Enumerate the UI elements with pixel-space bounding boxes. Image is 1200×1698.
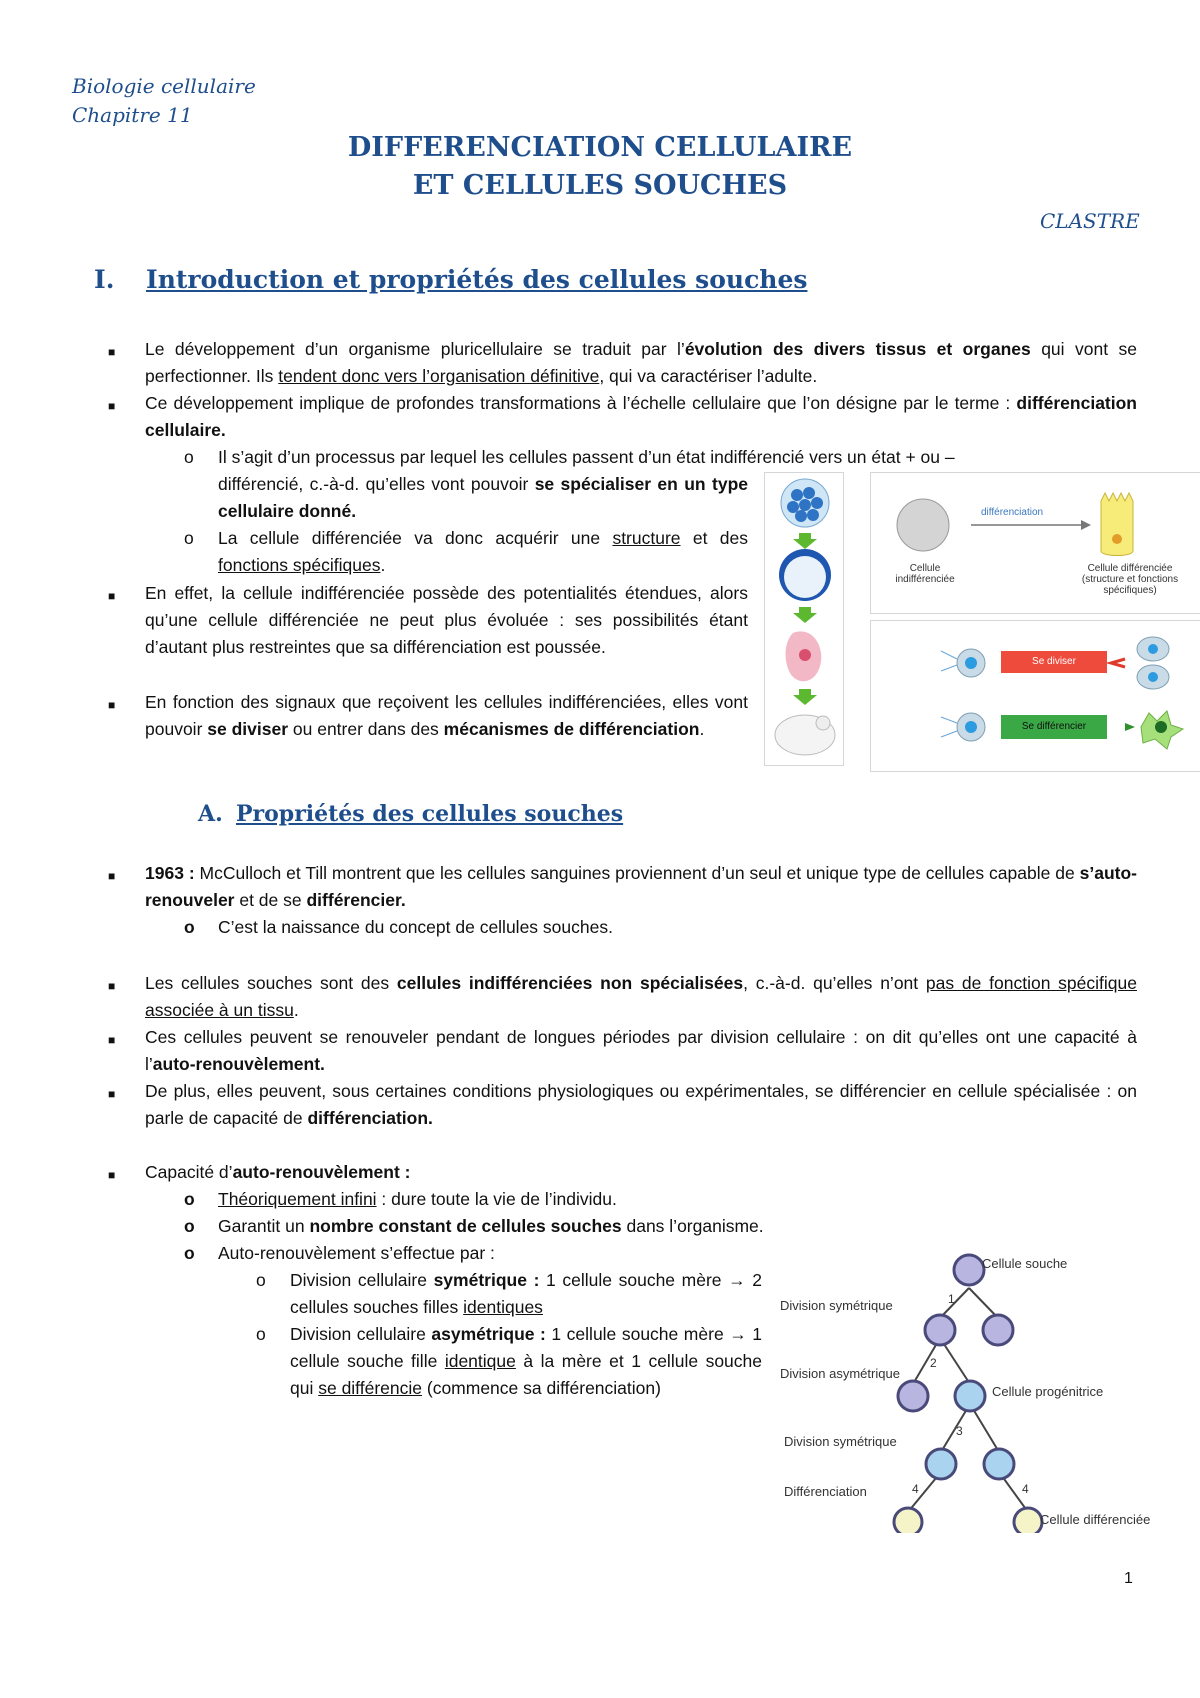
undifferentiated-cell-label: Cellule indifférenciée bbox=[895, 563, 955, 585]
author: CLASTRE bbox=[1040, 209, 1140, 233]
paragraph: En fonction des signaux que reçoivent les cellules indifférenciées, elles vont pouvoir se diviser ou entrer dans des mécanismes de différenciation. bbox=[145, 692, 748, 739]
paragraph: 1963 : McCulloch et Till montrent que les cellules sanguines proviennent d’un seul et unique type de cellules capable de s’auto-renouveler et de se différencier. bbox=[145, 863, 1137, 910]
sub-sub-bullet: o bbox=[256, 1270, 266, 1290]
bullet: ■ bbox=[108, 698, 116, 712]
differentiation-figure bbox=[870, 472, 1200, 614]
bullet: ■ bbox=[108, 869, 116, 883]
paragraph: En effet, la cellule indifférenciée possède des potentialités étendues, alors qu’une cellule différenciée ne peut plus évoluée : ses possibilités étant d’autant plus restreintes que sa différenciation est poussée. bbox=[145, 583, 748, 657]
sub-bullet: o bbox=[184, 528, 194, 548]
asymmetric-division-label: Division asymétrique bbox=[780, 1366, 900, 1381]
paragraph: Les cellules souches sont des cellules indifférenciées non spécialisées, c.-à-d. qu’elles n’ont pas de fonction spécifique associée à un tissu. bbox=[145, 973, 1137, 1020]
step-number: 3 bbox=[956, 1424, 963, 1438]
differentiate-box: Se différencier bbox=[1001, 715, 1107, 739]
sub-bullet: o bbox=[184, 1243, 195, 1263]
sub-bullet: o bbox=[184, 1216, 195, 1236]
bullet: ■ bbox=[108, 345, 116, 359]
differentiation-label: Différenciation bbox=[784, 1484, 867, 1499]
paragraph: La cellule différenciée va donc acquérir une structure et des fonctions spécifiques. bbox=[218, 528, 748, 575]
step-number: 2 bbox=[930, 1356, 937, 1370]
paragraph: Auto-renouvèlement s’effectue par : bbox=[218, 1243, 495, 1263]
page-subtitle: ET CELLULES SOUCHES bbox=[412, 170, 788, 201]
development-stages-figure bbox=[764, 472, 844, 766]
development-stages-illustration bbox=[765, 473, 843, 765]
step-number: 4 bbox=[912, 1482, 919, 1496]
course-name: Biologie cellulaire bbox=[72, 74, 256, 98]
paragraph: Théoriquement infini : dure toute la vie de l’individu. bbox=[218, 1189, 617, 1209]
sub-bullet: o bbox=[184, 1189, 195, 1209]
paragraph: Il s’agit d’un processus par lequel les cellules passent d’un état indifférencié vers un état + ou – bbox=[218, 447, 955, 467]
bullet: ■ bbox=[108, 1033, 116, 1047]
symmetric-division-label: Division symétrique bbox=[780, 1298, 893, 1313]
paragraph: Division cellulaire asymétrique : 1 cellule souche mère → 1 cellule souche fille identique à la mère et 1 cellule souche qui se différencie (commence sa différenciation) bbox=[290, 1324, 762, 1398]
differentiation-arrow-label: différenciation bbox=[981, 507, 1044, 518]
bullet: ■ bbox=[108, 399, 116, 413]
paragraph: différencié, c.-à-d. qu’elles vont pouvoir se spécialiser en un type cellulaire donné. bbox=[218, 474, 748, 521]
subsection-number: A. bbox=[198, 801, 223, 827]
bullet: ■ bbox=[108, 1168, 116, 1182]
paragraph: Garantit un nombre constant de cellules souches dans l’organisme. bbox=[218, 1216, 764, 1236]
bullet: ■ bbox=[108, 979, 116, 993]
paragraph: De plus, elles peuvent, sous certaines conditions physiologiques ou expérimentales, se différencier en cellule spécialisée : on parle de capacité de différenciation. bbox=[145, 1081, 1137, 1128]
page-title: DIFFERENCIATION CELLULAIRE bbox=[347, 132, 853, 163]
sub-sub-bullet: o bbox=[256, 1324, 266, 1344]
chapter-number: Chapitre 11 bbox=[72, 103, 193, 127]
paragraph: Division cellulaire symétrique : 1 cellule souche mère → 2 cellules souches filles identiques bbox=[290, 1270, 762, 1317]
sub-bullet: o bbox=[184, 917, 195, 937]
progenitor-cell-label: Cellule progénitrice bbox=[992, 1384, 1104, 1399]
paragraph: Ce développement implique de profondes transformations à l’échelle cellulaire que l’on désigne par le terme : différenciation cellulaire. bbox=[145, 393, 1137, 440]
symmetric-division-label-2: Division symétrique bbox=[784, 1434, 897, 1449]
paragraph: Le développement d’un organisme pluricellulaire se traduit par l’évolution des divers tissus et organes qui vont se perfectionner. Ils tendent donc vers l’organisation définitive, qui va caractériser l’adulte. bbox=[145, 339, 1137, 386]
paragraph: C’est la naissance du concept de cellules souches. bbox=[218, 917, 613, 937]
stem-cell-label: Cellule souche bbox=[982, 1256, 1068, 1271]
sub-bullet: o bbox=[184, 447, 194, 467]
section-number: I. bbox=[94, 265, 115, 294]
signals-figure bbox=[870, 620, 1200, 772]
paragraph: Ces cellules peuvent se renouveler pendant de longues périodes par division cellulaire : on dit qu’elles ont une capacité à l’auto-renouvèlement. bbox=[145, 1027, 1137, 1074]
differentiated-cell-label: Cellule différenciée bbox=[1040, 1512, 1151, 1527]
page-number: 1 bbox=[1124, 1570, 1133, 1587]
divide-box: Se diviser bbox=[1001, 651, 1107, 673]
subsection-title: Propriétés des cellules souches bbox=[236, 801, 624, 827]
stem-cell-lineage-figure bbox=[780, 1248, 1190, 1533]
step-number: 4 bbox=[1022, 1482, 1029, 1496]
differentiated-cell-label: Cellule différenciée (structure et fonctions spécifiques) bbox=[1081, 563, 1179, 596]
bullet: ■ bbox=[108, 589, 116, 603]
bullet: ■ bbox=[108, 1087, 116, 1101]
step-number: 1 bbox=[948, 1292, 955, 1306]
signals-illustration bbox=[871, 621, 1200, 771]
section-title: Introduction et propriétés des cellules souches bbox=[146, 265, 808, 294]
paragraph: Capacité d’auto-renouvèlement : bbox=[145, 1162, 411, 1182]
